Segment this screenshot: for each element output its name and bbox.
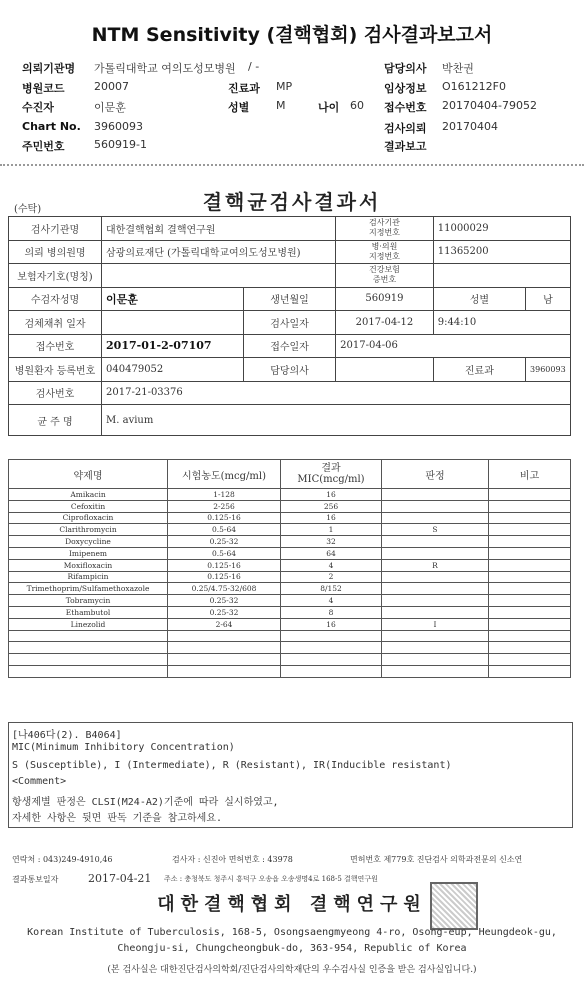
- cell-label: 검사번호: [9, 381, 102, 405]
- table-cell: Rifampicin: [9, 571, 168, 583]
- cell-label: 담당의사: [243, 358, 335, 382]
- table-cell: [382, 654, 489, 666]
- footer-inspector: 검사자 : 신진아 면허번호 : 43978: [172, 855, 293, 864]
- table-cell: Ciprofloxacin: [9, 512, 168, 524]
- cell-label: 건강보험 증번호: [336, 264, 434, 288]
- ssn-value: 560919-1: [94, 138, 147, 151]
- cell-value: 2017-01-2-07107: [102, 334, 244, 358]
- cell-label: 검체채취 일자: [9, 311, 102, 335]
- cell-label: 진료과: [433, 358, 525, 382]
- chartno-label: Chart No.: [22, 120, 81, 133]
- column-header: 시험농도(mcg/ml): [168, 460, 281, 489]
- table-cell: 1-128: [168, 489, 281, 501]
- comment-line: S (Susceptible), I (Intermediate), R (Resistant), IR(Inducible resistant): [12, 760, 452, 771]
- table-cell: [489, 654, 571, 666]
- cell-value: [336, 358, 434, 382]
- table-cell: [9, 642, 168, 654]
- comment-line: 항생제별 판정은 CLSI(M24-A2)기준에 따라 실시하였고,: [12, 797, 279, 808]
- table-cell: 8/152: [281, 583, 382, 595]
- cell-value: 040479052: [102, 358, 244, 382]
- cell-label: 검사일자: [243, 311, 335, 335]
- ssn-label: 주민번호: [22, 140, 65, 153]
- table-cell: 4: [281, 595, 382, 607]
- table-row: [9, 595, 571, 607]
- table-cell: Linezolid: [9, 618, 168, 630]
- request-value: 20170404: [442, 120, 498, 133]
- table-cell: [168, 654, 281, 666]
- table-cell: [489, 642, 571, 654]
- cell-value: 남: [526, 287, 571, 311]
- table-cell: S: [382, 524, 489, 536]
- table-cell: 2-64: [168, 618, 281, 630]
- column-header: 판정: [382, 460, 489, 489]
- cell-label: 균 주 명: [9, 405, 102, 436]
- cell-value: 2017-21-03376: [102, 381, 571, 405]
- recvno-value: 20170404-79052: [442, 99, 537, 112]
- mic-table: [8, 459, 571, 678]
- table-cell: [489, 571, 571, 583]
- result-label: 결과보고: [384, 140, 427, 153]
- table-cell: 2: [281, 571, 382, 583]
- table-cell: [382, 595, 489, 607]
- table-cell: 16: [281, 618, 382, 630]
- table-cell: [168, 665, 281, 677]
- table-cell: [382, 547, 489, 559]
- table-cell: [168, 630, 281, 642]
- scan-title: 결핵균검사결과서: [202, 190, 382, 214]
- table-cell: R: [382, 559, 489, 571]
- table-cell: [489, 630, 571, 642]
- sex-value: M: [276, 99, 286, 112]
- table-cell: [489, 524, 571, 536]
- table-cell: 32: [281, 536, 382, 548]
- cell-value: [433, 264, 570, 288]
- table-cell: Doxycycline: [9, 536, 168, 548]
- table-row: [9, 583, 571, 595]
- address-en: Cheongju-si, Chungcheongbuk-do, 363-954, Republic of Korea: [117, 943, 467, 954]
- suttak-label: (수탁): [14, 204, 42, 215]
- cell-label: 수검자성명: [9, 287, 102, 311]
- table-row: [9, 512, 571, 524]
- age-value: 60: [350, 99, 364, 112]
- report-title: NTM Sensitivity (결핵협회) 검사결과보고서: [91, 24, 493, 46]
- table-cell: [489, 606, 571, 618]
- table-cell: [9, 630, 168, 642]
- table-cell: [382, 583, 489, 595]
- table-cell: Trimethoprim/Sulfamethoxazole: [9, 583, 168, 595]
- table-cell: [382, 500, 489, 512]
- clinical-label: 임상정보: [384, 82, 427, 95]
- hospcode-label: 병원코드: [22, 82, 65, 95]
- table-row: [9, 606, 571, 618]
- table-cell: 0.25-32: [168, 595, 281, 607]
- cell-value: 2017-04-06: [336, 334, 571, 358]
- cell-value: 560919: [336, 287, 434, 311]
- cell-label: 생년월일: [243, 287, 335, 311]
- header-slash: / -: [248, 60, 260, 73]
- table-cell: [281, 665, 382, 677]
- table-cell: [489, 665, 571, 677]
- table-cell: [382, 606, 489, 618]
- table-cell: 0.25/4.75-32/608: [168, 583, 281, 595]
- table-row: [9, 665, 571, 677]
- cell-value: 9:44:10: [433, 311, 570, 335]
- table-cell: 0.125-16: [168, 571, 281, 583]
- cell-value: 3960093: [526, 358, 571, 382]
- age-label: 나이: [318, 101, 340, 114]
- table-cell: [382, 489, 489, 501]
- table-cell: [489, 489, 571, 501]
- table-cell: Cefoxitin: [9, 500, 168, 512]
- table-cell: [489, 500, 571, 512]
- cell-label: 접수일자: [243, 334, 335, 358]
- comment-line: <Comment>: [12, 776, 67, 787]
- dept-label: 진료과: [228, 82, 260, 95]
- comment-line: 자세한 사항은 뒷면 판독 기준을 참고하세요.: [12, 813, 223, 824]
- footer-contact: 연락처 : 043)249-4910,46: [12, 855, 113, 864]
- table-cell: 4: [281, 559, 382, 571]
- cell-value: [102, 311, 244, 335]
- table-cell: 16: [281, 512, 382, 524]
- cell-value: M. avium: [102, 405, 571, 436]
- dept-value: MP: [276, 80, 293, 93]
- table-row: [9, 500, 571, 512]
- table-cell: [382, 630, 489, 642]
- table-row: [9, 559, 571, 571]
- column-header: 약제명: [9, 460, 168, 489]
- institute-name: 대한결핵협회 결핵연구원: [157, 894, 427, 915]
- requester-value: 가톨릭대학교 여의도성모병원: [94, 62, 236, 75]
- footer-license: 면허번호 제779호 진단검사 의학과전문의 신소연: [350, 855, 523, 864]
- table-cell: 1: [281, 524, 382, 536]
- patient-value: 이문훈: [94, 101, 126, 114]
- table-cell: 256: [281, 500, 382, 512]
- table-cell: 0.125-16: [168, 512, 281, 524]
- table-cell: 0.25-32: [168, 536, 281, 548]
- table-cell: [489, 595, 571, 607]
- requester-label: 의뢰기관명: [22, 62, 76, 75]
- table-row: [9, 571, 571, 583]
- table-cell: [489, 559, 571, 571]
- table-cell: [382, 642, 489, 654]
- cell-label: 성별: [433, 287, 525, 311]
- table-cell: Imipenem: [9, 547, 168, 559]
- cell-value: 삼광의료재단 (가톨릭대학교여의도성모병원): [102, 240, 336, 264]
- cell-label: 검사기관명: [9, 217, 102, 241]
- table-cell: [489, 583, 571, 595]
- cell-value: [102, 264, 336, 288]
- table-cell: [168, 642, 281, 654]
- table-cell: 0.125-16: [168, 559, 281, 571]
- table-row: [9, 536, 571, 548]
- table-cell: I: [382, 618, 489, 630]
- table-row: [9, 618, 571, 630]
- table-cell: [382, 665, 489, 677]
- table-row: [9, 642, 571, 654]
- table-row: [9, 654, 571, 666]
- table-cell: 0.5-64: [168, 524, 281, 536]
- footer-date-label: 결과통보일자: [12, 875, 59, 884]
- cell-label: 검사기관 지정번호: [336, 217, 434, 241]
- table-cell: [281, 642, 382, 654]
- table-cell: 2-256: [168, 500, 281, 512]
- request-label: 검사의뢰: [384, 122, 427, 135]
- cell-value: 2017-04-12: [336, 311, 434, 335]
- doctor-value: 박찬권: [442, 62, 474, 75]
- doctor-label: 담당의사: [384, 62, 427, 75]
- comment-code: [나406다(2). B4064]: [12, 730, 122, 741]
- table-cell: Tobramycin: [9, 595, 168, 607]
- cell-value: 대한결핵협회 결핵연구원: [102, 217, 336, 241]
- column-header: 결과 MIC(mcg/ml): [281, 460, 382, 489]
- table-cell: [281, 630, 382, 642]
- cell-value: 이문훈: [102, 287, 244, 311]
- table-cell: [489, 512, 571, 524]
- table-row: [9, 630, 571, 642]
- footer-address: 주소 : 충청북도 청주시 흥덕구 오송읍 오송생명4로 168-5 결핵연구원: [164, 875, 378, 883]
- table-cell: Amikacin: [9, 489, 168, 501]
- table-cell: [9, 654, 168, 666]
- clinical-value: O161212F0: [442, 80, 506, 93]
- table-cell: [489, 547, 571, 559]
- cell-value: 11000029: [433, 217, 570, 241]
- table-row: [9, 524, 571, 536]
- cell-label: 병·의원 지정번호: [336, 240, 434, 264]
- table-row: [9, 547, 571, 559]
- certification-note: (본 검사실은 대한진단검사의학회/진단검사의학재단의 우수검사실 인증을 받은 검사실입니다.): [107, 965, 477, 975]
- footer-date: 2017-04-21: [88, 872, 152, 885]
- table-cell: 64: [281, 547, 382, 559]
- table-cell: 0.5-64: [168, 547, 281, 559]
- table-cell: [382, 571, 489, 583]
- comment-line: MIC(Minimum Inhibitory Concentration): [12, 742, 235, 753]
- table-cell: [489, 536, 571, 548]
- hospcode-value: 20007: [94, 80, 129, 93]
- table-cell: Ethambutol: [9, 606, 168, 618]
- table-cell: [489, 618, 571, 630]
- table-cell: [382, 512, 489, 524]
- cell-label: 병원환자 등록번호: [9, 358, 102, 382]
- cell-label: 접수번호: [9, 334, 102, 358]
- table-cell: Clarithromycin: [9, 524, 168, 536]
- patient-info-table: [8, 216, 571, 436]
- table-row: [9, 489, 571, 501]
- patient-label: 수진자: [22, 101, 54, 114]
- table-cell: 0.25-32: [168, 606, 281, 618]
- cell-label: 보험자기호(명칭): [9, 264, 102, 288]
- divider: [0, 164, 584, 166]
- table-cell: Moxifloxacin: [9, 559, 168, 571]
- table-cell: [9, 665, 168, 677]
- recvno-label: 접수번호: [384, 101, 427, 114]
- chartno-value: 3960093: [94, 120, 143, 133]
- sex-label: 성별: [228, 101, 250, 114]
- table-cell: [382, 536, 489, 548]
- table-cell: 16: [281, 489, 382, 501]
- table-cell: 8: [281, 606, 382, 618]
- cell-value: 11365200: [433, 240, 570, 264]
- address-en: Korean Institute of Tuberculosis, 168-5, Osongsaengmyeong 4-ro, Osong-eup, Heungdeok-gu,: [27, 927, 557, 938]
- cell-label: 의뢰 병의원명: [9, 240, 102, 264]
- column-header: 비고: [489, 460, 571, 489]
- table-cell: [281, 654, 382, 666]
